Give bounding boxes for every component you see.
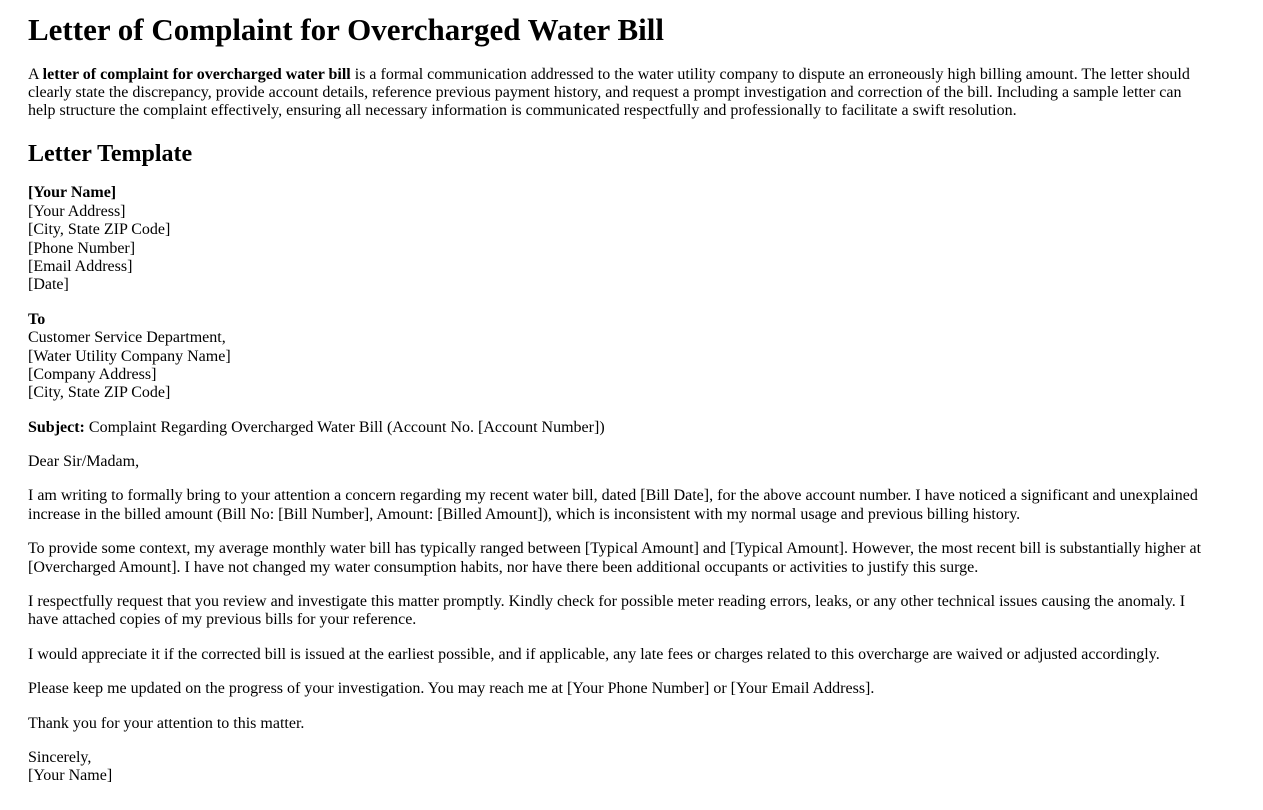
subject-label: Subject:	[28, 418, 85, 436]
sender-address-block	[28, 184, 1213, 294]
body-paragraph-3: I respectfully request that you review and investigate this matter promptly. Kindly check for possible meter reading errors, leaks, or any other technical issues causing the anomaly. I have attached copies of my previous bills for your reference.	[28, 593, 1186, 629]
signoff-line: Sincerely,	[28, 749, 92, 766]
body-paragraph-4: I would appreciate it if the corrected bill is issued at the earliest possible, and if applicable, any late fees or charges related to this overcharge are waived or adjusted accordingly.	[28, 645, 1160, 663]
signature-block	[28, 749, 1213, 786]
body-paragraph-1: I am writing to formally bring to your attention a concern regarding my recent water bill, dated [Bill Date], for the above account number. I have noticed a significant and unexplained increase in the billed amount (Bill No: [Bill Number], Amount: [Billed Amount]), which is inconsistent with my normal usage and previous billing history.	[28, 487, 1198, 523]
recipient-company-name-placeholder: [Water Utility Company Name]	[28, 347, 231, 365]
sender-address-placeholder: [Your Address]	[28, 202, 126, 220]
subject-text: Complaint Regarding Overcharged Water Bill (Account No. [Account Number])	[84, 418, 605, 436]
subject-line	[28, 419, 1213, 437]
recipient-to-label: To	[28, 310, 46, 328]
recipient-address-block	[28, 311, 1213, 403]
recipient-department-line: Customer Service Department,	[28, 329, 226, 347]
salutation: Dear Sir/Madam,	[28, 453, 140, 471]
sender-email-placeholder: [Email Address]	[28, 257, 133, 275]
body-paragraph-5: Please keep me updated on the progress of your investigation. You may reach me at [Your Phone Number] or [Your Email Address].	[28, 680, 875, 698]
letter-document	[28, 12, 1213, 786]
sender-city-state-zip-placeholder: [City, State ZIP Code]	[28, 221, 171, 239]
recipient-city-state-zip-placeholder: [City, State ZIP Code]	[28, 384, 171, 402]
sender-name-placeholder: [Your Name]	[28, 184, 117, 202]
body-paragraph-2: To provide some context, my average monthly water bill has typically ranged between [Typical Amount] and [Typical Amount]. However, the most recent bill is substantially higher at [Overcharged Amount]. I have not changed my water consumption habits, nor have there been additional occupants or activities to justify this surge.	[28, 540, 1202, 576]
page-title: Letter of Complaint for Overcharged Water Bill	[28, 12, 664, 47]
sender-date-placeholder: [Date]	[28, 276, 69, 294]
letter-template-heading: Letter Template	[28, 140, 193, 167]
signature-name-placeholder: [Your Name]	[28, 767, 113, 785]
sender-phone-placeholder: [Phone Number]	[28, 239, 136, 257]
intro-text-rest: is a formal communication addressed to the water utility company to dispute an erroneously high billing amount. The letter should clearly state the discrepancy, provide account details, reference previous payment history, and request a prompt investigation and correction of the bill. Including a sample letter can help structure the complaint effectively, ensuring all necessary information is communicated respectfully and professionally to facilitate a swift resolution.	[28, 65, 1190, 120]
intro-bold-phrase: letter of complaint for overcharged water bill	[42, 65, 351, 83]
recipient-company-address-placeholder: [Company Address]	[28, 365, 157, 383]
intro-paragraph	[28, 66, 1213, 121]
intro-text-prefix: A	[28, 65, 43, 83]
thanks-line: Thank you for your attention to this matter.	[28, 714, 305, 732]
